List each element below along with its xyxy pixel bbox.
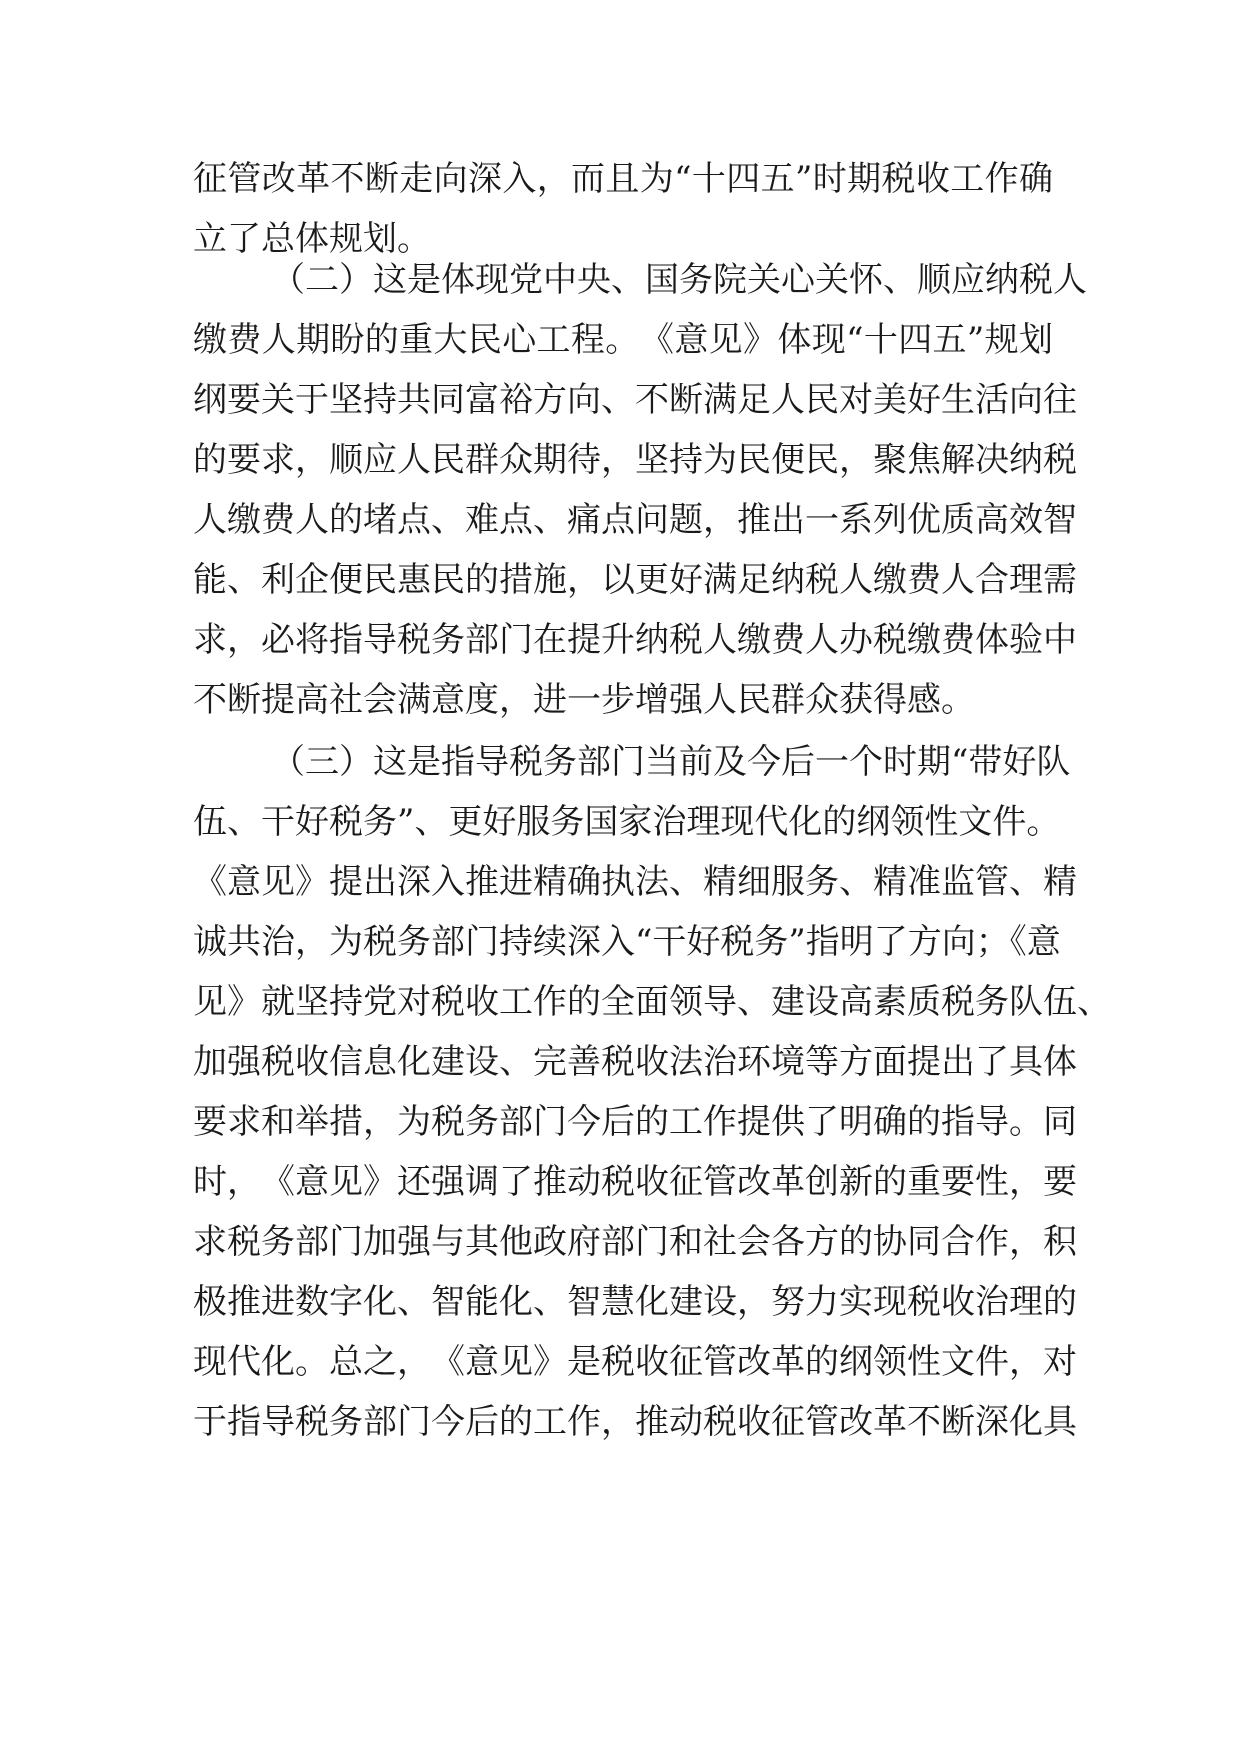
paragraph-line: 缴费人期盼的重大民心工程。 《意见》体现“十四五”规划 <box>193 320 1053 360</box>
paragraph-line: 求，必将指导税务部门在提升纳税人缴费人办税缴费体验中 <box>193 620 1077 660</box>
paragraph-line: 纲要关于坚持共同富裕方向、不断满足人民对美好生活向往 <box>193 380 1077 420</box>
paragraph-line: 人缴费人的堵点、难点、痛点问题，推出一系列优质高效智 <box>193 500 1077 540</box>
paragraph-line: 于指导税务部门今后的工作，推动税收征管改革不断深化具 <box>193 1402 1077 1442</box>
paragraph-line: 现代化。总之， 《意见》是税收征管改革的纲领性文件，对 <box>193 1342 1077 1382</box>
paragraph-line: 伍、干好税务”、更好服务国家治理现代化的纲领性文件。 <box>193 802 1061 842</box>
paragraph-line: 极推进数字化、智能化、智慧化建设，努力实现税收治理的 <box>193 1282 1077 1322</box>
paragraph-line: 的要求，顺应人民群众期待，坚持为民便民，聚焦解决纳税 <box>193 440 1077 480</box>
paragraph-line: 《意见》提出深入推进精确执法、精细服务、精准监管、精 <box>193 862 1077 902</box>
paragraph-line: 见》就坚持党对税收工作的全面领导、建设高素质税务队伍、 <box>193 982 1111 1022</box>
paragraph-line: 求税务部门加强与其他政府部门和社会各方的协同合作，积 <box>193 1222 1077 1262</box>
paragraph-line: （三）这是指导税务部门当前及今后一个时期“带好队 <box>271 742 1071 782</box>
paragraph-line: 时， 《意见》还强调了推动税收征管改革创新的重要性，要 <box>193 1162 1077 1202</box>
paragraph-line: 能、利企便民惠民的措施，以更好满足纳税人缴费人合理需 <box>193 560 1077 600</box>
paragraph-line: 立了总体规划。 <box>193 219 431 259</box>
paragraph-line: （二）这是体现党中央、国务院关心关怀、顺应纳税人 <box>271 260 1087 300</box>
paragraph-line: 征管改革不断走向深入，而且为“十四五”时期税收工作确 <box>193 159 1053 199</box>
paragraph-line: 诚共治，为税务部门持续深入“干好税务”指明了方向；《意 <box>193 922 1061 962</box>
paragraph-line: 要求和举措，为税务部门今后的工作提供了明确的指导。同 <box>193 1102 1077 1142</box>
paragraph-3 <box>193 732 1111 1452</box>
paragraph-2 <box>193 250 1087 730</box>
paragraph-line: 加强税收信息化建设、完善税收法治环境等方面提出了具体 <box>193 1042 1077 1082</box>
paragraph-line: 不断提高社会满意度，进一步增强人民群众获得感。 <box>193 680 975 720</box>
